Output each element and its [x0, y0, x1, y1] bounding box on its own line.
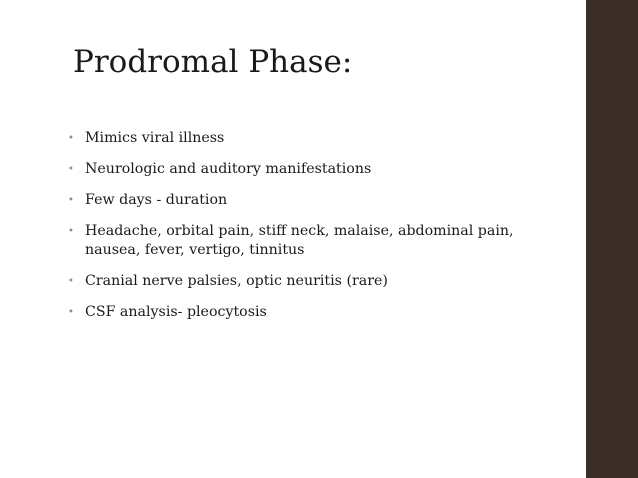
- bullet-list: [68, 129, 518, 334]
- bullet-item: [68, 191, 518, 210]
- bullet-text: Few days - duration: [85, 192, 228, 208]
- slide-title: Prodromal Phase:: [73, 44, 353, 80]
- bullet-text: Headache, orbital pain, stiff neck, malaise, abdominal pain, nausea, fever, vertigo, tinnitus: [85, 223, 514, 258]
- bullet-item: [68, 129, 518, 148]
- bullet-marker: •: [68, 164, 74, 175]
- bullet-text: Cranial nerve palsies, optic neuritis (rare): [85, 273, 388, 289]
- bullet-marker: •: [68, 307, 74, 318]
- bullet-text: Mimics viral illness: [85, 130, 225, 146]
- bullet-marker: •: [68, 133, 74, 144]
- bullet-text: Neurologic and auditory manifestations: [85, 161, 372, 177]
- side-accent-bar: [586, 0, 638, 478]
- bullet-item: [68, 303, 518, 322]
- bullet-marker: •: [68, 195, 74, 206]
- bullet-marker: •: [68, 276, 74, 287]
- bullet-marker: •: [68, 226, 74, 237]
- bullet-item: [68, 272, 518, 291]
- bullet-item: [68, 160, 518, 179]
- bullet-text: CSF analysis- pleocytosis: [85, 304, 267, 320]
- bullet-item: [68, 222, 518, 260]
